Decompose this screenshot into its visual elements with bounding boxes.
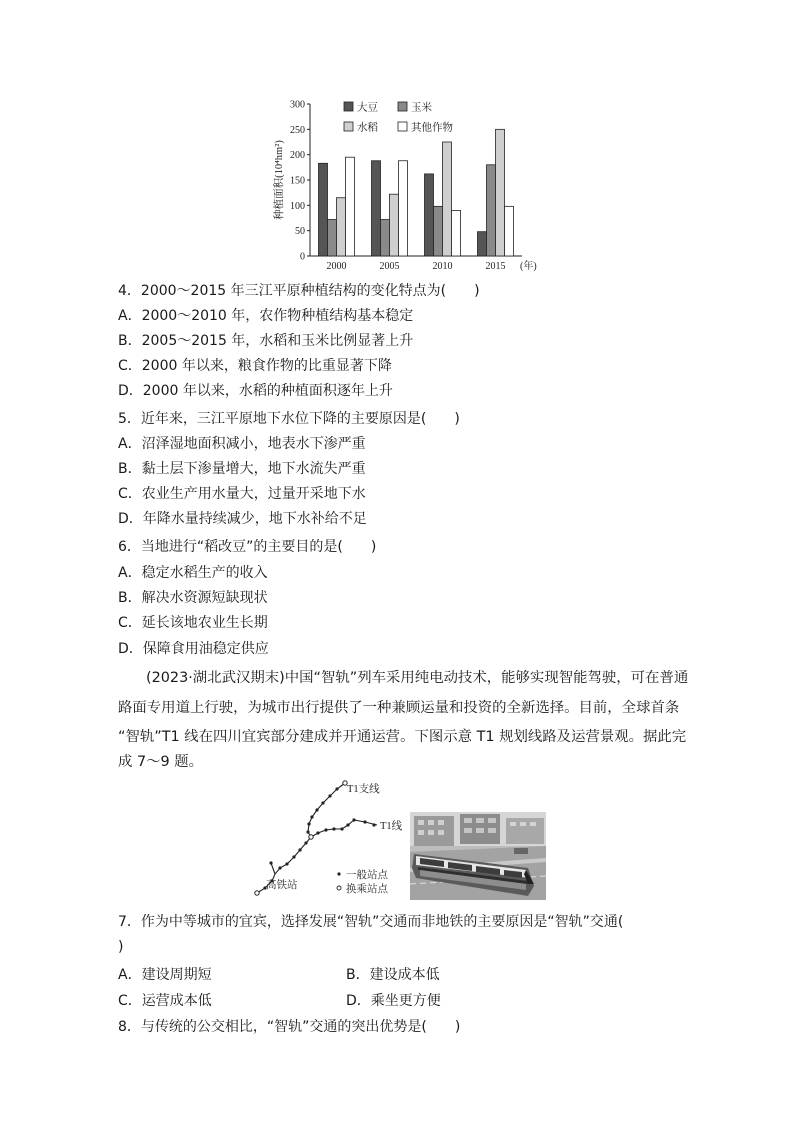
- general-station-dot: [278, 866, 281, 869]
- general-station-dot: [346, 823, 349, 826]
- q6-option-d: D．保障食用油稳定供应: [118, 641, 269, 657]
- bar-其他作物-2015: [505, 206, 514, 256]
- q4-option-d: D．2000 年以来，水稻的种植面积逐年上升: [118, 383, 393, 399]
- q5-option-a: A．沼泽湿地面积减小，地表水下渗严重: [118, 436, 366, 452]
- q4-option-b: B．2005～2015 年，水稻和玉米比例显著上升: [118, 333, 414, 349]
- station-label: 高铁站: [266, 880, 298, 891]
- y-tick-label: 100: [290, 200, 305, 212]
- tram-operation-photo: [410, 812, 546, 900]
- q7-option-d: D．乘坐更方便: [346, 993, 441, 1009]
- general-station-dot: [298, 848, 301, 851]
- bar-其他作物-2005: [399, 161, 408, 256]
- legend-general-dot: [337, 872, 340, 875]
- q5-option-b: B．黏土层下渗量增大，地下水流失严重: [118, 461, 366, 477]
- legend-general-label: 一般站点: [346, 870, 388, 881]
- passage-line-1: (2023·湖北武汉期末)中国“智轨”列车采用纯电动技术，能够实现智能驾驶，可在普通: [146, 670, 689, 686]
- bar-水稻-2005: [390, 194, 399, 256]
- x-tick-label: 2010: [432, 261, 453, 272]
- main-line-label: T1线: [380, 821, 403, 832]
- passage-line-2: 路面专用道上行驶，为城市出行提供了一种兼顾运量和投资的全新选择。目前，全球首条: [118, 700, 680, 716]
- y-tick-label: 50: [295, 226, 305, 238]
- x-tick-label: 2015: [485, 261, 506, 272]
- general-station-dot: [328, 794, 331, 797]
- legend-swatch: [398, 102, 407, 111]
- q5-option-c: C．农业生产用水量大，过量开采地下水: [118, 486, 366, 502]
- x-tick-label: 2005: [379, 261, 400, 272]
- q6-option-a: A．稳定水稻生产的收入: [118, 565, 268, 581]
- legend-swatch: [398, 122, 407, 131]
- q6-option-c: C．延长该地农业生长期: [118, 615, 268, 631]
- bar-其他作物-2000: [346, 157, 355, 256]
- bar-水稻-2015: [496, 129, 505, 256]
- q4-stem: 4．2000～2015 年三江平原种植结构的变化特点为( ): [118, 283, 480, 299]
- bar-水稻-2000: [337, 198, 346, 256]
- general-station-dot: [307, 822, 310, 825]
- chart-legend: [344, 101, 453, 134]
- y-tick-label: 250: [290, 124, 305, 136]
- general-station-dot: [372, 823, 375, 826]
- x-unit-label: (年): [520, 261, 537, 272]
- legend-transfer-circle: [337, 886, 341, 890]
- legend-label: 水稻: [357, 122, 378, 134]
- planting-area-bar-chart: [268, 96, 538, 276]
- chart-bars: [319, 129, 514, 256]
- q4-option-c: C．2000 年以来，粮食作物的比重显著下降: [118, 358, 392, 374]
- y-axis-label: 种植面积(10⁴hm²): [274, 140, 285, 220]
- legend-transfer-label: 换乘站点: [346, 884, 388, 895]
- general-station-dot: [315, 808, 318, 811]
- general-station-dot: [352, 818, 355, 821]
- branch-line-label: T1支线: [347, 784, 380, 795]
- general-station-dot: [363, 820, 366, 823]
- q8-stem: 8．与传统的公交相比，“智轨”交通的突出优势是( ): [118, 1019, 461, 1035]
- x-tick-label: 2000: [326, 261, 347, 272]
- y-tick-label: 300: [290, 99, 305, 111]
- general-station-dot: [292, 855, 295, 858]
- legend-label: 大豆: [357, 102, 378, 114]
- q5-option-d: D．年降水量持续减少，地下水补给不足: [118, 511, 367, 527]
- bar-玉米-2005: [381, 220, 390, 256]
- y-tick-label: 200: [290, 150, 305, 162]
- general-station-dot: [335, 787, 338, 790]
- passage-line-3: “智轨”T1 线在四川宜宾部分建成并开通运营。下图示意 T1 规划线路及运营景观。据此完: [118, 729, 687, 745]
- q7-option-c: C．运营成本低: [118, 993, 212, 1009]
- bar-玉米-2000: [328, 220, 337, 256]
- general-station-dot: [269, 861, 272, 864]
- q7-option-b: B．建设成本低: [346, 967, 440, 983]
- passage-line-4: 成 7～9 题。: [118, 754, 204, 770]
- legend-swatch: [344, 122, 353, 131]
- y-tick-label: 150: [290, 175, 305, 187]
- general-station-dot: [304, 841, 307, 844]
- q7-stem: 7．作为中等城市的宜宾，选择发展“智轨”交通而非地铁的主要原因是“智轨”交通(: [118, 914, 624, 930]
- general-station-dot: [332, 827, 335, 830]
- q6-option-b: B．解决水资源短缺现状: [118, 590, 268, 606]
- q4-option-a: A．2000～2010 年，农作物种植结构基本稳定: [118, 308, 414, 324]
- t1-route-map: [250, 776, 420, 902]
- q6-stem: 6．当地进行“稻改豆”的主要目的是( ): [118, 539, 377, 555]
- bar-大豆-2015: [478, 232, 487, 256]
- bar-玉米-2015: [487, 165, 496, 256]
- bar-大豆-2000: [319, 163, 328, 256]
- q7-option-a: A．建设周期短: [118, 967, 212, 983]
- bar-水稻-2010: [443, 142, 452, 256]
- legend-label: 玉米: [411, 102, 432, 114]
- transfer-station: [309, 835, 313, 839]
- y-tick-label: 0: [300, 251, 305, 263]
- q7-stem-continued: ): [118, 939, 124, 955]
- general-station-dot: [316, 831, 319, 834]
- general-station-dot: [285, 862, 288, 865]
- legend-label: 其他作物: [411, 122, 453, 134]
- general-station-dot: [340, 827, 343, 830]
- general-station-dot: [321, 801, 324, 804]
- bar-大豆-2010: [425, 174, 434, 256]
- legend-swatch: [344, 102, 353, 111]
- general-station-dot: [324, 828, 327, 831]
- general-station-dot: [310, 815, 313, 818]
- bar-其他作物-2010: [452, 210, 461, 256]
- general-station-dot: [306, 830, 309, 833]
- bar-大豆-2005: [372, 161, 381, 256]
- bar-玉米-2010: [434, 206, 443, 256]
- q5-stem: 5．近年来，三江平原地下水位下降的主要原因是( ): [118, 411, 460, 427]
- high-speed-rail-station: [255, 891, 259, 895]
